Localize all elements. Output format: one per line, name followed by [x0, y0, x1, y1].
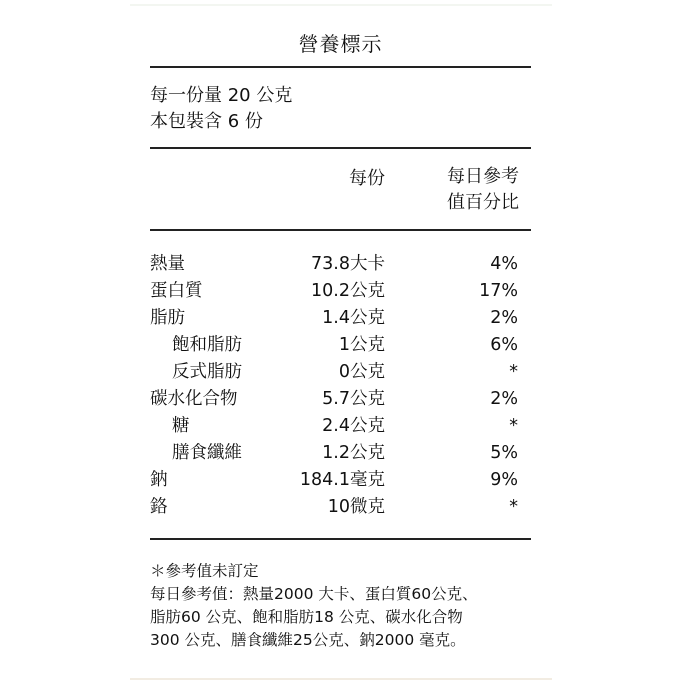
nutrient-name: 鈉: [150, 470, 168, 490]
divider: [150, 229, 531, 231]
nutrient-name: 飽和脂肪: [172, 335, 242, 355]
serving-size: 每一份量 20 公克: [150, 85, 293, 106]
nutrient-daily-value: 6%: [490, 335, 518, 355]
nutrient-amount: 10.2公克: [311, 281, 385, 301]
nutrient-row: [150, 332, 531, 359]
nutrient-amount: 1公克: [338, 335, 385, 355]
servings-per-package: 本包裝含 6 份: [150, 111, 263, 132]
nutrient-daily-value: 2%: [490, 389, 518, 409]
nutrient-row: [150, 251, 531, 278]
nutrient-amount: 0公克: [338, 362, 385, 382]
nutrient-row: [150, 278, 531, 305]
nutrient-row: [150, 359, 531, 386]
nutrient-name: 碳水化合物: [150, 389, 238, 409]
nutrient-daily-value: 17%: [479, 281, 518, 301]
column-header-daily-value: [427, 164, 519, 216]
nutrient-name: 鉻: [150, 497, 168, 517]
nutrient-name: 脂肪: [150, 308, 185, 328]
nutrient-row: [150, 386, 531, 413]
serving-info: [150, 83, 292, 135]
nutrient-name: 蛋白質: [150, 281, 203, 301]
divider: [150, 538, 531, 540]
footnote-daily-reference-line: 300 公克、膳食纖維25公克、鈉2000 毫克。: [150, 631, 466, 649]
daily-value-header-line1: 每日參考: [447, 166, 519, 187]
nutrient-daily-value: *: [509, 497, 518, 517]
nutrient-daily-value: 4%: [490, 254, 518, 274]
frame-bottom-edge: [130, 678, 552, 680]
nutrient-name: 膳食纖維: [172, 443, 242, 463]
nutrient-row: [150, 494, 531, 521]
nutrient-amount: 5.7公克: [322, 389, 385, 409]
nutrient-amount: 184.1毫克: [299, 470, 385, 490]
footnote-daily-reference-line: 每日參考值：熱量2000 大卡、蛋白質60公克、: [150, 585, 478, 603]
nutrient-daily-value: 2%: [490, 308, 518, 328]
nutrient-name: 熱量: [150, 254, 185, 274]
nutrient-daily-value: 5%: [490, 443, 518, 463]
nutrient-row: [150, 305, 531, 332]
nutrient-daily-value: 9%: [490, 470, 518, 490]
column-header-per-serving: 每份: [349, 168, 385, 189]
footnote-undefined-reference: ＊參考值未訂定: [150, 562, 259, 580]
nutrient-daily-value: *: [509, 362, 518, 382]
footnotes: [150, 560, 550, 652]
nutrient-daily-value: *: [509, 416, 518, 436]
nutrient-amount: 2.4公克: [322, 416, 385, 436]
nutrient-row: [150, 440, 531, 467]
daily-value-header-line2: 值百分比: [447, 192, 519, 213]
divider: [150, 147, 531, 149]
nutrient-row: [150, 413, 531, 440]
nutrient-amount: 1.2公克: [322, 443, 385, 463]
nutrient-amount: 10微克: [327, 497, 385, 517]
nutrient-amount: 73.8大卡: [311, 254, 385, 274]
nutrient-name: 反式脂肪: [172, 362, 242, 382]
nutrient-table: [150, 251, 531, 521]
label-title: 營養標示: [298, 32, 383, 56]
nutrient-amount: 1.4公克: [322, 308, 385, 328]
nutrient-row: [150, 467, 531, 494]
frame-top-edge: [130, 4, 552, 6]
divider: [150, 66, 531, 68]
footnote-daily-reference-line: 脂肪60 公克、飽和脂肪18 公克、碳水化合物: [150, 608, 463, 626]
nutrient-name: 糖: [172, 416, 190, 436]
